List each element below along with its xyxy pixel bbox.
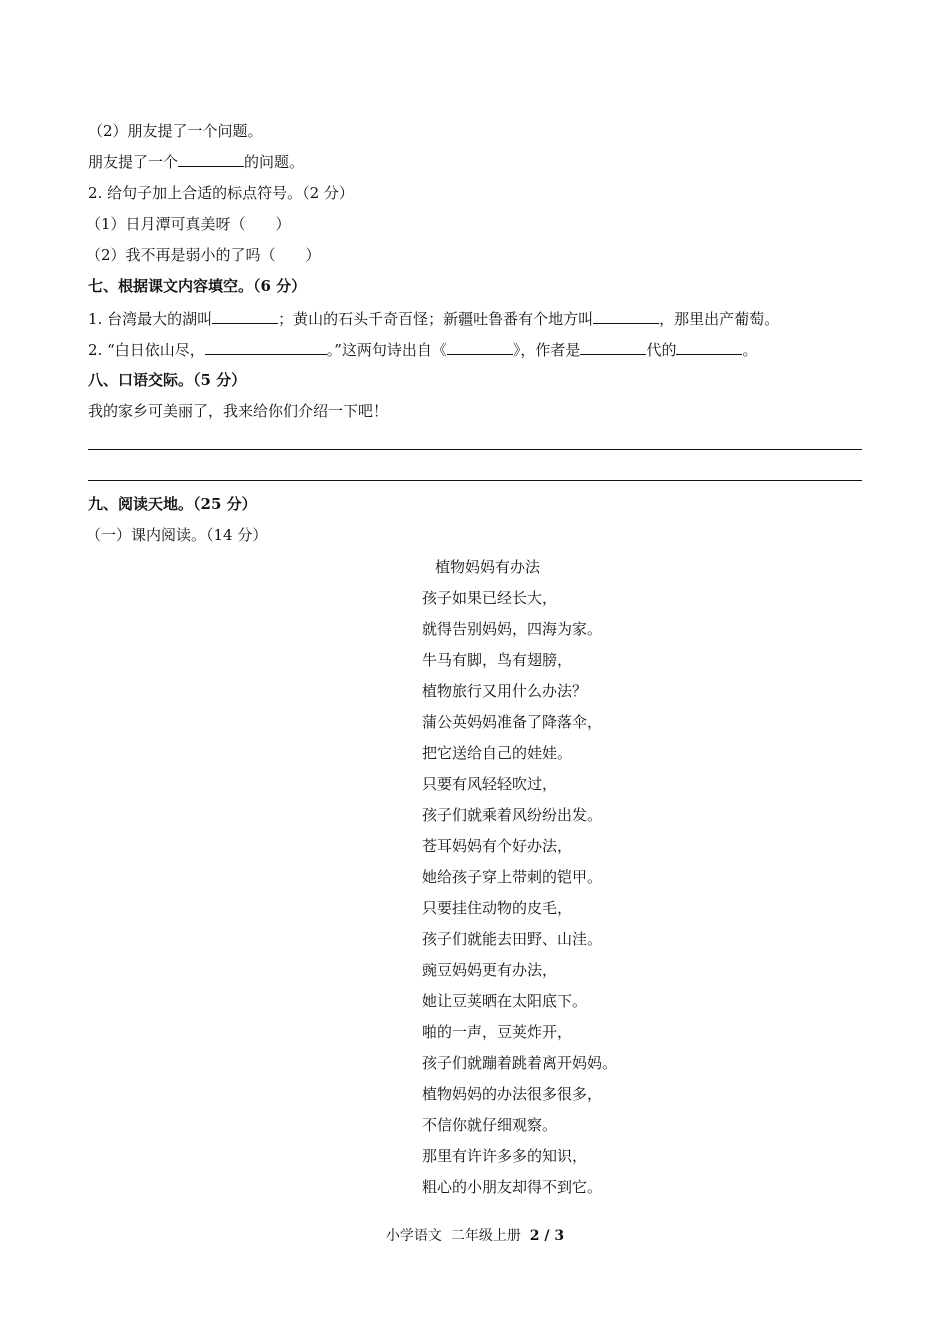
poem-line: 植物妈妈的办法很多很多，	[422, 1085, 603, 1103]
q7-line2-part-e: 。	[742, 341, 758, 359]
poem-line: 孩子们就乘着风纷纷出发。	[422, 806, 603, 824]
poem-line: 啪的一声，豆荚炸开，	[422, 1023, 573, 1041]
poem-line: 孩子们就能去田野、山洼。	[422, 930, 603, 948]
answer-blank[interactable]	[178, 152, 244, 167]
poem-line: 不信你就仔细观察。	[422, 1116, 558, 1134]
poem-line: 她让豆荚晒在太阳底下。	[422, 992, 588, 1010]
answer-blank[interactable]	[580, 340, 646, 355]
q6-item2-rewrite	[88, 152, 304, 172]
q6-punctuation-item2: （2）我不再是弱小的了吗（ ）	[86, 246, 321, 264]
poem-line: 苍耳妈妈有个好办法，	[422, 837, 573, 855]
q9-sub1: （一）课内阅读。（14 分）	[86, 526, 268, 544]
q6-punctuation-item1: （1）日月潭可真美呀（ ）	[86, 215, 291, 233]
q7-line1	[88, 309, 779, 329]
q7-line1-part-a: 1. 台湾最大的湖叫	[88, 310, 213, 328]
q8-heading: 八、口语交际。（5 分）	[88, 371, 247, 389]
poem-line: 她给孩子穿上带刺的铠甲。	[422, 868, 603, 886]
answer-blank[interactable]	[593, 309, 659, 324]
poem-line: 粗心的小朋友却得不到它。	[422, 1178, 603, 1196]
poem-title: 植物妈妈有办法	[435, 558, 541, 576]
footer-subject: 小学语文 二年级上册	[385, 1228, 530, 1244]
q7-line1-part-b: ；黄山的石头千奇百怪；新疆吐鲁番有个地方叫	[278, 310, 594, 328]
poem-line: 豌豆妈妈更有办法，	[422, 961, 558, 979]
poem-line: 就得告别妈妈，四海为家。	[422, 620, 603, 638]
poem-line: 那里有许许多多的知识，	[422, 1147, 588, 1165]
poem-line: 植物旅行又用什么办法？	[422, 682, 588, 700]
page-footer	[0, 1226, 950, 1246]
q7-line2-part-c: 》，作者是	[512, 341, 581, 359]
q7-line2-part-a: 2. “白日依山尽，	[88, 341, 205, 359]
q6-item2-prefix: 朋友提了一个	[88, 153, 179, 171]
q7-line2	[88, 340, 757, 360]
poem-line: 孩子如果已经长大，	[422, 589, 558, 607]
poem-line: 蒲公英妈妈准备了降落伞，	[422, 713, 603, 731]
q8-prompt: 我的家乡可美丽了，我来给你们介绍一下吧！	[88, 402, 389, 420]
answer-blank[interactable]	[447, 340, 513, 355]
q7-line2-part-b: 。”这两句诗出自《	[326, 341, 447, 359]
footer-page-number: 2 / 3	[529, 1228, 565, 1244]
q6-item2-original: （2）朋友提了一个问题。	[88, 122, 263, 140]
q7-line1-part-c: ，那里出产葡萄。	[659, 310, 780, 328]
poem-line: 牛马有脚，鸟有翅膀，	[422, 651, 573, 669]
poem-line: 只要挂住动物的皮毛，	[422, 899, 573, 917]
poem-line: 把它送给自己的娃娃。	[422, 744, 573, 762]
q7-line2-part-d: 代的	[646, 341, 677, 359]
poem-line: 只要有风轻轻吹过，	[422, 775, 558, 793]
answer-line[interactable]	[88, 449, 862, 450]
q9-heading: 九、阅读天地。（25 分）	[88, 495, 257, 513]
answer-blank[interactable]	[676, 340, 742, 355]
q6-punctuation-heading: 2. 给句子加上合适的标点符号。（2 分）	[88, 184, 354, 202]
answer-line[interactable]	[88, 480, 862, 481]
q7-heading: 七、根据课文内容填空。（6 分）	[88, 277, 307, 295]
poem-line: 孩子们就蹦着跳着离开妈妈。	[422, 1054, 618, 1072]
q6-item2-suffix: 的问题。	[244, 153, 305, 171]
answer-blank[interactable]	[205, 340, 327, 355]
answer-blank[interactable]	[212, 309, 278, 324]
